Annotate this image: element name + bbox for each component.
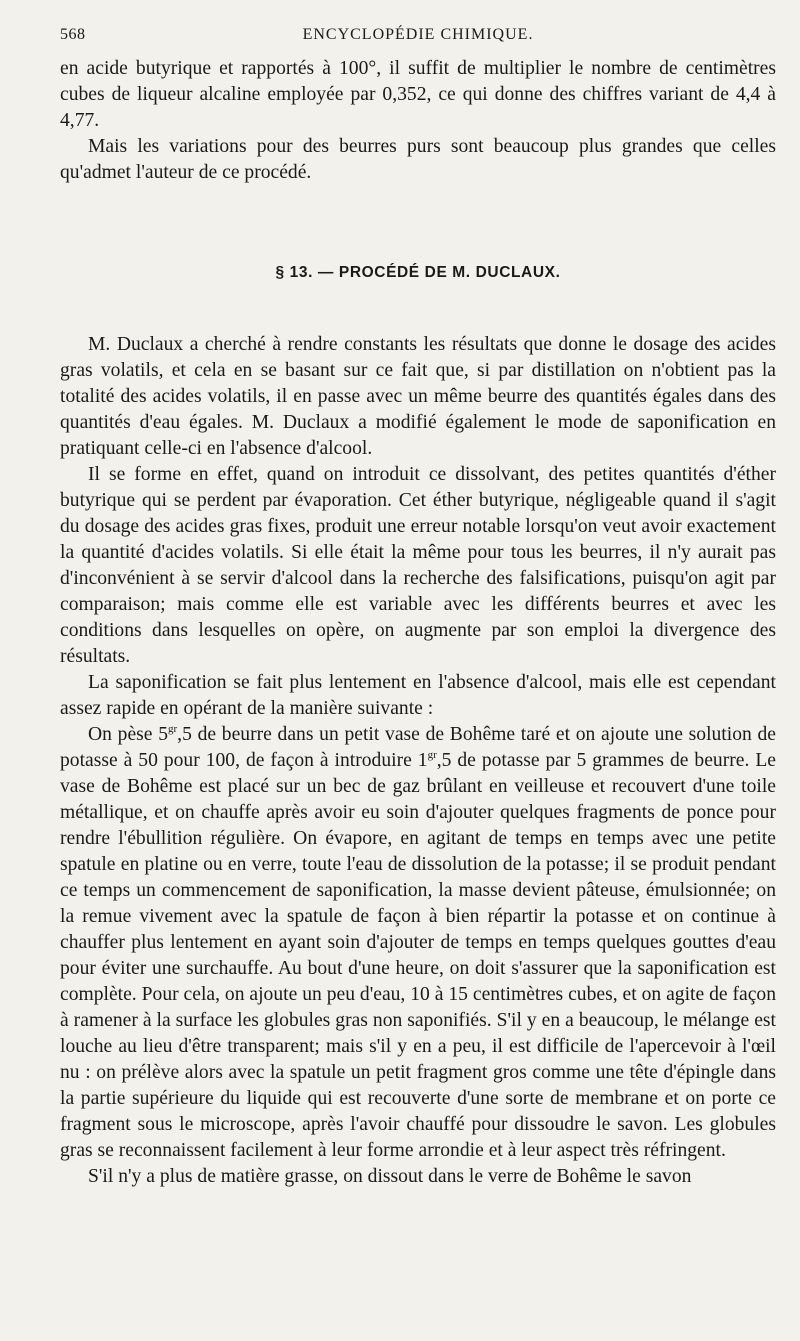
procedure-text-c: ,5 de beurre dans un petit vase de Bohême taré et on ajoute une solution de potasse à 50 pour 100, de façon à introduire 1 bbox=[60, 724, 776, 771]
procedure-text-e: ,5 de potasse par 5 grammes de beurre. Le vase de Bohême est placé sur un bec de gaz brûlant en veilleuse et recouvert d'une toile métallique, et on chauffe après avoir eu soin d'ajouter quelques fragments de ponce pour rendre l'ébullition régulière. On évapore, en agitant de temps en temps avec une petite spatule en platine ou en verre, toute l'eau de dissolution de la potasse; il se produit pendant ce temps un commencement de saponification, la masse devient pâteuse, émulsionnée; on la remue vivement avec la spatule de façon à bien répartir la potasse et on continue à chauffer plus lentement en ayant soin d'ajouter de temps en temps quelques gouttes d'eau pour éviter une surchauffe. Au bout d'une heure, on doit s'assurer que la saponification est complète. Pour cela, on ajoute un peu d'eau, 10 à 15 centimètres cubes, et on agite de façon à ramener à la surface les globules gras non saponifiés. S'il y en a beaucoup, le mélange est louche au lieu d'être transparent; mais s'il y en a peu, il est difficile de l'apercevoir à l'œil nu : on prélève alors avec la spatule un petit fragment gros comme une tête d'épingle dans la partie supérieure du liquide qui est recouverte d'une sorte de membrane et on porte ce fragment sous le microscope, après l'avoir chauffé pour dissoudre le savon. Les globules gras se reconnaissent facilement à leur forme arrondie et à leur aspect très réfringent. bbox=[60, 750, 776, 1161]
section-heading: § 13. — PROCÉDÉ DE M. DUCLAUX. bbox=[275, 264, 561, 281]
procedure-text-a: On pèse 5 bbox=[88, 724, 168, 745]
paragraph-duclaux-intro: M. Duclaux a cherché à rendre constants les résultats que donne le dosage des acides gras volatils, et cela en se basant sur ce fait que, si par distillation on n'obtient pas la totalité des acides volatils, il en passe avec un même beurre des quantités égales dans des quantités d'eau égales. M. Duclaux a modifié également le mode de saponification en pratiquant celle-ci en l'absence d'alcool. bbox=[60, 334, 776, 459]
page-header bbox=[60, 26, 776, 56]
paragraph-continuation: en acide butyrique et rapportés à 100°, il suffit de multiplier le nombre de centimètres cubes de liqueur alcaline employée par 0,352, ce qui donne des chiffres variant de 4,4 à 4,77. bbox=[60, 58, 776, 131]
paragraph-saponification-speed: La saponification se fait plus lentement en l'absence d'alcool, mais elle est cependant assez rapide en opérant de la manière suivante : bbox=[60, 672, 776, 719]
running-title: ENCYCLOPÉDIE CHIMIQUE. bbox=[302, 26, 534, 43]
page-number: 568 bbox=[60, 26, 86, 43]
paragraph-procedure bbox=[60, 722, 776, 1164]
gram-unit-superscript: gr bbox=[168, 723, 178, 735]
paragraph-variations: Mais les variations pour des beurres purs sont beaucoup plus grandes que celles qu'admet l'auteur de ce procédé. bbox=[60, 136, 776, 183]
gram-unit-superscript: gr bbox=[427, 749, 437, 761]
paragraph-final: S'il n'y a plus de matière grasse, on dissout dans le verre de Bohême le savon bbox=[88, 1166, 692, 1187]
paragraph-ether-loss: Il se forme en effet, quand on introduit ce dissolvant, des petites quantités d'éther butyrique qui se perdent par évaporation. Cet éther butyrique, négligeable quand il s'agit du dosage des acides gras fixes, produit une erreur notable lorsqu'on veut avoir exactement la quantité d'acides volatils. Si elle était la même pour tous les beurres, il n'y aurait pas d'inconvénient à se servir d'alcool dans la recherche des falsifications, puisqu'on agit par comparaison; mais comme elle est variable avec les différents beurres et avec les conditions dans lesquelles on opère, on augmente par son emploi la divergence des résultats. bbox=[60, 464, 776, 667]
